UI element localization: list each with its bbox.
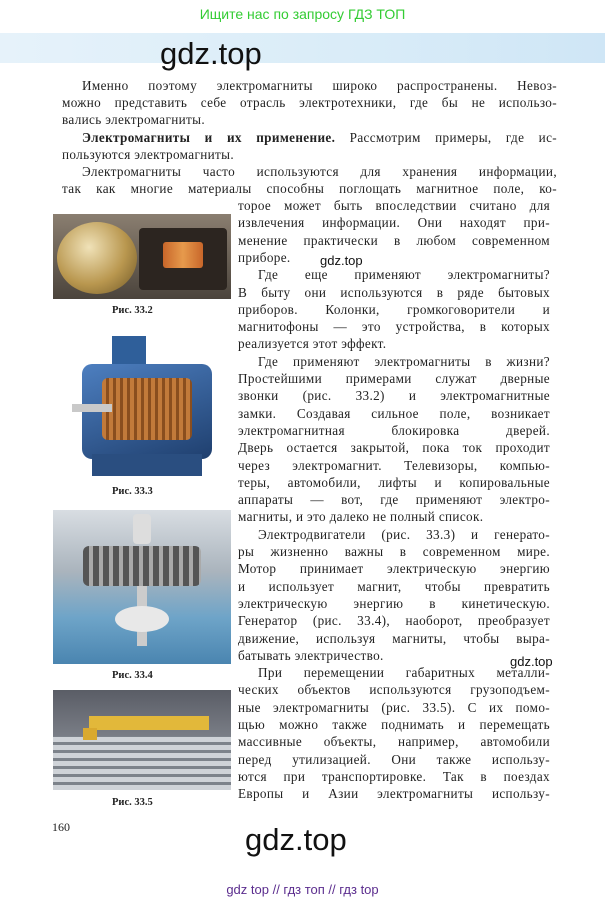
figure-caption: Рис. 33.5 xyxy=(112,797,153,808)
text-line xyxy=(238,543,550,560)
text-line-content: электромагнитная блокировка дверей. xyxy=(238,422,550,438)
text-line xyxy=(62,180,557,197)
text-line xyxy=(62,77,557,94)
text-line xyxy=(238,751,550,768)
text-line-content: В быту они используются в ряде бытовых xyxy=(238,284,550,300)
text-line-content: вались электромагниты. xyxy=(62,112,206,128)
header-banner xyxy=(0,33,605,63)
watermark-small-1: gdz.top xyxy=(320,253,363,268)
search-hint: Ищите нас по запросу ГДЗ ТОП xyxy=(199,6,406,22)
text-line-content: Именно поэтому электромагниты широко распространены. Невоз- xyxy=(82,78,557,93)
figure-caption: Рис. 33.3 xyxy=(112,486,153,497)
text-line-content: теры, автомобили, лифты и копировальные xyxy=(238,474,550,490)
text-line xyxy=(238,716,550,733)
text-line xyxy=(238,301,550,318)
text-line xyxy=(238,699,550,716)
text-line xyxy=(238,526,550,543)
text-line-content: и использует магнит, чтобы превратить xyxy=(238,578,550,594)
text-line xyxy=(238,353,550,370)
text-line-content: ются при транспортировке. Так в поездах xyxy=(238,768,550,784)
text-line-content: ные электромагниты (рис. 33.5). С их помо- xyxy=(238,699,550,715)
text-line xyxy=(238,232,550,249)
text-line-content: Рассмотрим примеры, где ис- xyxy=(335,129,558,145)
text-line xyxy=(238,405,550,422)
text-line xyxy=(238,370,550,387)
text-line-content: магниты, и это далеко не полный список. xyxy=(238,509,484,525)
text-line xyxy=(238,595,550,612)
text-line xyxy=(238,318,550,335)
text-line-content: При перемещении габаритных металли- xyxy=(258,665,550,681)
text-line-content: батывать электричество. xyxy=(238,647,384,663)
text-line xyxy=(238,474,550,491)
text-line-content: щью можно также поднимать и перемещать xyxy=(238,717,550,732)
text-line xyxy=(238,439,550,456)
text-line xyxy=(238,664,550,681)
text-line xyxy=(62,94,557,111)
watermark-small-2: gdz.top xyxy=(510,654,553,669)
text-line xyxy=(238,197,550,214)
figure-caption: Рис. 33.2 xyxy=(112,305,153,316)
footer-links: gdz top // гдз топ // гдз top xyxy=(226,882,379,897)
text-line xyxy=(238,335,550,352)
text-line xyxy=(238,768,550,785)
text-line-content: магнитофоны — это устройства, в которых xyxy=(238,319,550,335)
text-line-content: Электромагниты часто используются для хранения информации, xyxy=(82,164,557,179)
text-line xyxy=(238,785,550,802)
text-line-content: ры жизненно важны в современном мире. xyxy=(238,544,550,559)
text-line-content: приборов. Колонки, громкоговорители и xyxy=(238,301,550,317)
text-line-content: аппараты — вот, где применяют электро- xyxy=(238,492,550,508)
figure-33-3-electric-motor xyxy=(72,336,222,481)
text-line-content: электрическую энергию в кинетическую. xyxy=(238,595,550,611)
text-line xyxy=(238,508,550,525)
text-line xyxy=(238,681,550,698)
figure-caption: Рис. 33.4 xyxy=(112,670,153,681)
text-line-content: ческих объектов используются грузоподъем- xyxy=(238,682,550,698)
text-line-content: Где применяют электромагниты в жизни? xyxy=(258,353,550,369)
text-line xyxy=(238,284,550,301)
text-line xyxy=(62,146,557,163)
watermark-bottom: gdz.top xyxy=(245,822,347,857)
text-line xyxy=(238,214,550,231)
text-line-content: Простейшими примерами служат дверные xyxy=(238,371,550,386)
text-line xyxy=(62,111,557,128)
text-line-content: так как многие материалы способны поглощать магнитное поле, ко- xyxy=(62,181,557,197)
page-number: 160 xyxy=(52,820,70,834)
text-line xyxy=(238,491,550,508)
text-line-content: Мотор принимает электрическую энергию xyxy=(238,561,550,577)
text-line-content: можно представить себе отрасль электротехники, где бы не использо- xyxy=(62,95,557,111)
text-line xyxy=(238,733,550,750)
figure-33-2-door-bell xyxy=(53,214,231,299)
text-line xyxy=(62,163,557,180)
watermark-top: gdz.top xyxy=(160,36,262,71)
text-line-content: массивные объекты, например, автомобили xyxy=(238,734,550,750)
text-line xyxy=(238,266,550,283)
text-line-content: пользуются электромагниты. xyxy=(62,146,235,162)
text-line xyxy=(62,129,557,146)
text-line-content: приборе. xyxy=(238,249,291,265)
text-line-content: звонки (рис. 33.2) и электромагнитные xyxy=(238,388,550,404)
figure-33-4-generator xyxy=(53,510,231,664)
figure-33-5-lifting-electromagnet xyxy=(53,690,231,790)
text-line-content: торое может быть впоследствии считано для xyxy=(238,198,550,213)
text-line-content: Электродвигатели (рис. 33.3) и генерато- xyxy=(258,526,550,542)
text-line xyxy=(238,647,550,664)
text-line xyxy=(238,422,550,439)
text-line xyxy=(238,457,550,474)
text-line-content: извлечения информации. Они находят при- xyxy=(238,215,550,231)
text-line-content: через электромагнит. Телевизоры, компью- xyxy=(238,457,550,473)
text-line-content: реализуется этот эффект. xyxy=(238,336,387,352)
text-line-content: перед утилизацией. Они также использу- xyxy=(238,751,550,767)
text-line xyxy=(238,560,550,577)
text-line-content: движение, используя магниты, чтобы выра- xyxy=(238,630,550,646)
text-line xyxy=(238,578,550,595)
text-line-content: Где еще применяют электромагниты? xyxy=(258,267,550,283)
text-line-content: Генератор (рис. 33.4), наоборот, преобразует xyxy=(238,613,550,629)
text-line xyxy=(238,630,550,647)
text-line-content: замки. Создавая сильное поле, возникает xyxy=(238,405,550,421)
text-line xyxy=(238,249,550,266)
text-line xyxy=(238,612,550,629)
text-line-content: Дверь остается закрытой, пока ток проходит xyxy=(238,440,550,456)
text-line xyxy=(238,387,550,404)
text-line-content: Европы и Азии электромагниты использу- xyxy=(238,786,550,802)
text-line-content: менение практически в любом современном xyxy=(238,232,550,248)
section-heading: Электромагниты и их применение. xyxy=(82,129,336,145)
